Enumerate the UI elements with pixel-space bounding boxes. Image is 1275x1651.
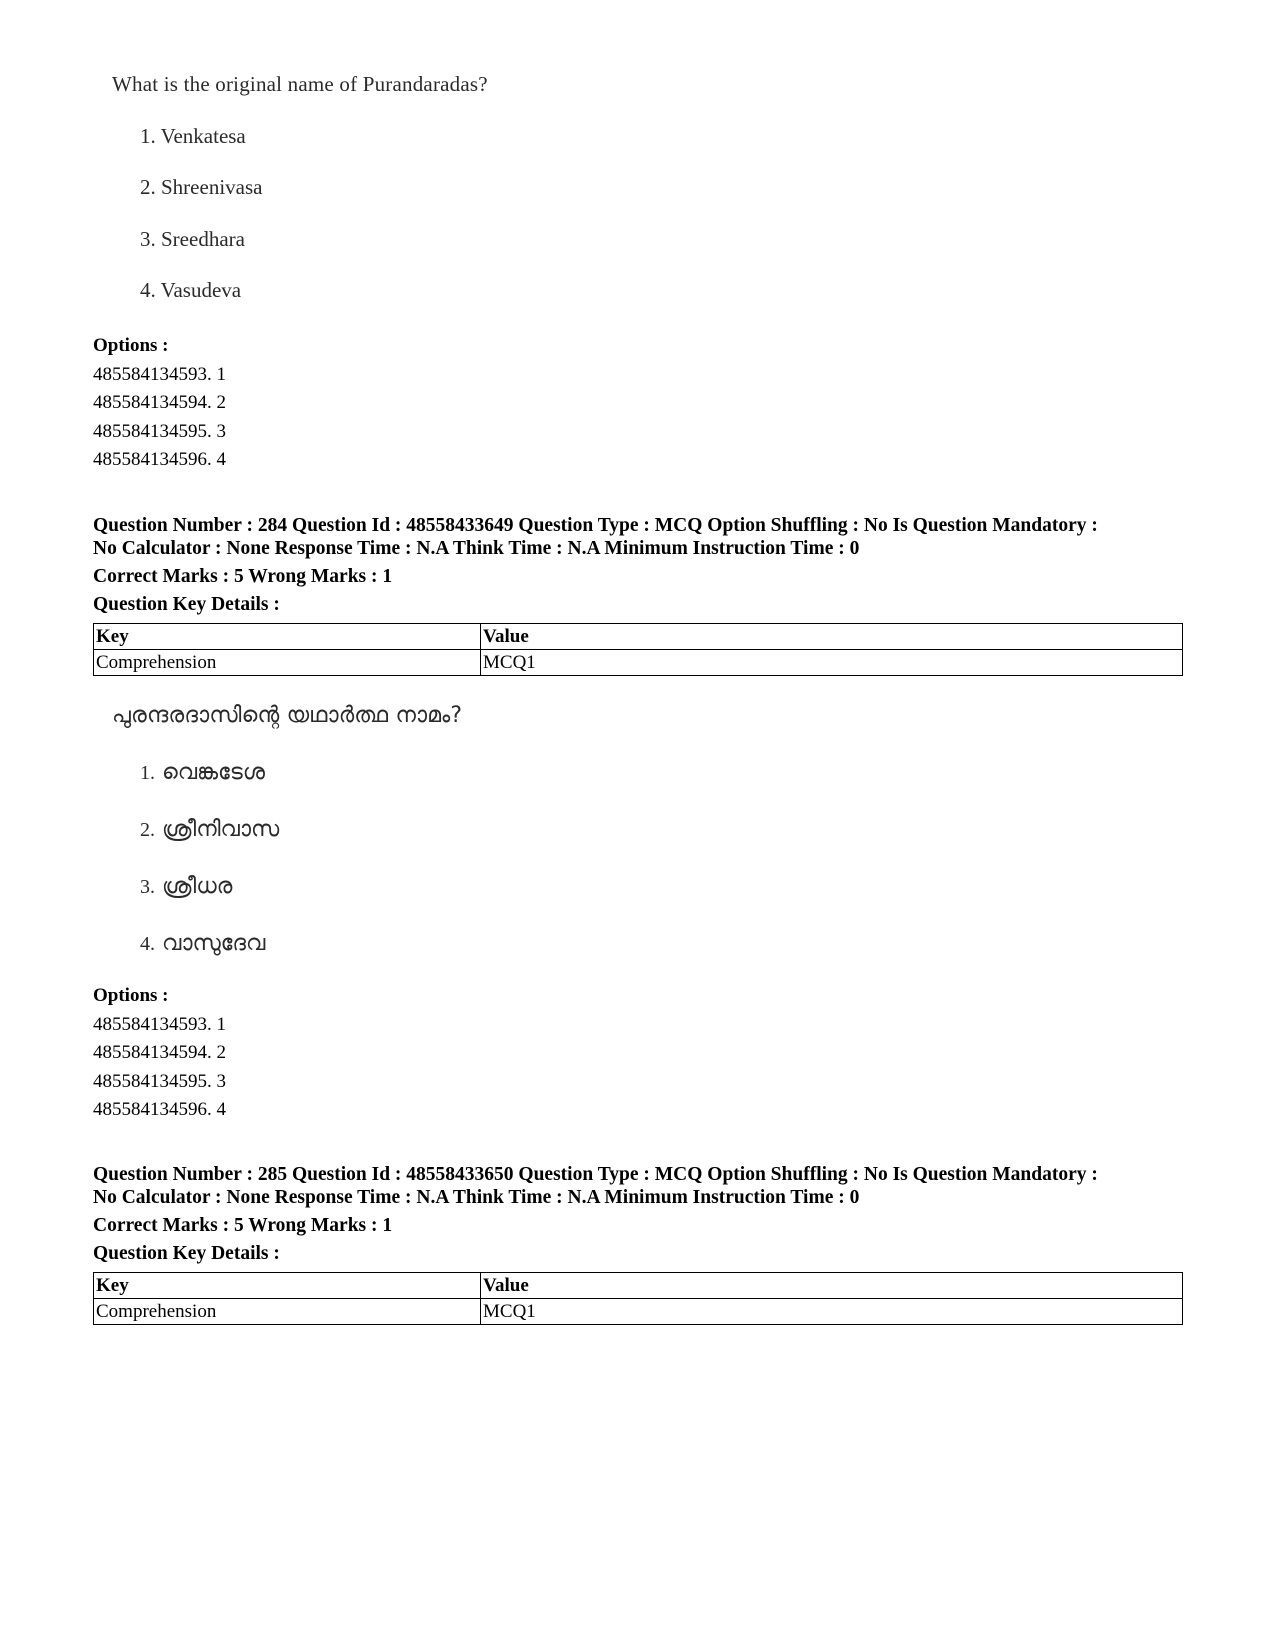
option-text: Shreenivasa (161, 175, 263, 199)
table-header-key: Key (94, 624, 481, 650)
option-number: 1. (140, 124, 156, 148)
question-option-2 (140, 817, 279, 842)
table-cell-key: Comprehension (94, 650, 481, 676)
option-text: ശ്രീനിവാസ (162, 817, 280, 842)
question-meta-285 (93, 1163, 1203, 1265)
meta-line-1: Question Number : 285 Question Id : 48558433650 Question Type : MCQ Option Shuffling : No Is Question Mandatory : (93, 1164, 1098, 1185)
option-id-4: 485584134596. 4 (93, 1099, 226, 1120)
option-number: 4. (140, 278, 156, 302)
options-list (93, 982, 226, 1125)
question-option-1 (140, 124, 246, 149)
option-number: 2. (140, 175, 156, 199)
option-number: 3. (140, 876, 155, 898)
key-details-label: Question Key Details : (93, 1243, 280, 1264)
option-text: Sreedhara (161, 227, 245, 251)
question-text: പുരന്ദരദാസിന്റെ യഥാർത്ഥ നാമം? (112, 703, 463, 728)
question-option-4 (140, 931, 265, 956)
meta-line-2: No Calculator : None Response Time : N.A Think Time : N.A Minimum Instruction Time : 0 (93, 538, 860, 559)
options-list (93, 332, 226, 475)
option-number: 3. (140, 227, 156, 251)
table-header-row (94, 624, 1183, 650)
question-meta-284 (93, 514, 1203, 616)
meta-line-1: Question Number : 284 Question Id : 48558433649 Question Type : MCQ Option Shuffling : No Is Question Mandatory : (93, 515, 1098, 536)
options-label: Options : (93, 985, 169, 1006)
question-image-english (112, 72, 612, 312)
option-number: 4. (140, 933, 155, 955)
question-option-3 (140, 874, 232, 899)
option-id-3: 485584134595. 3 (93, 1070, 226, 1092)
option-number: 1. (140, 762, 155, 784)
option-id-1: 485584134593. 1 (93, 363, 226, 385)
question-option-1 (140, 760, 265, 785)
marks-line: Correct Marks : 5 Wrong Marks : 1 (93, 1215, 393, 1236)
question-option-2 (140, 175, 262, 200)
options-label: Options : (93, 335, 169, 356)
table-row (94, 1299, 1183, 1325)
table-row (94, 650, 1183, 676)
table-header-value: Value (481, 624, 1183, 650)
table-header-row (94, 1273, 1183, 1299)
option-id-3: 485584134595. 3 (93, 420, 226, 442)
meta-line-2: No Calculator : None Response Time : N.A Think Time : N.A Minimum Instruction Time : 0 (93, 1187, 860, 1208)
option-number: 2. (140, 819, 155, 841)
option-text: ശ്രീധര (162, 874, 233, 899)
question-option-3 (140, 227, 245, 252)
option-id-2: 485584134594. 2 (93, 1042, 226, 1063)
option-id-4: 485584134596. 4 (93, 449, 226, 470)
table-cell-value: MCQ1 (481, 650, 1183, 676)
table-header-key: Key (94, 1273, 481, 1299)
option-text: വെങ്കടേശ (162, 760, 265, 785)
question-image-malayalam (112, 703, 712, 963)
key-details-table (93, 623, 1183, 676)
option-text: വാസുദേവ (162, 931, 266, 956)
key-details-label: Question Key Details : (93, 594, 280, 615)
option-text: Venkatesa (160, 124, 246, 148)
table-cell-key: Comprehension (94, 1299, 481, 1325)
option-text: Vasudeva (160, 278, 242, 302)
question-option-4 (140, 278, 241, 303)
key-details-table (93, 1272, 1183, 1325)
table-cell-value: MCQ1 (481, 1299, 1183, 1325)
table-header-value: Value (481, 1273, 1183, 1299)
option-id-2: 485584134594. 2 (93, 392, 226, 413)
option-id-1: 485584134593. 1 (93, 1013, 226, 1035)
question-text: What is the original name of Purandaradas? (112, 72, 488, 96)
marks-line: Correct Marks : 5 Wrong Marks : 1 (93, 566, 393, 587)
